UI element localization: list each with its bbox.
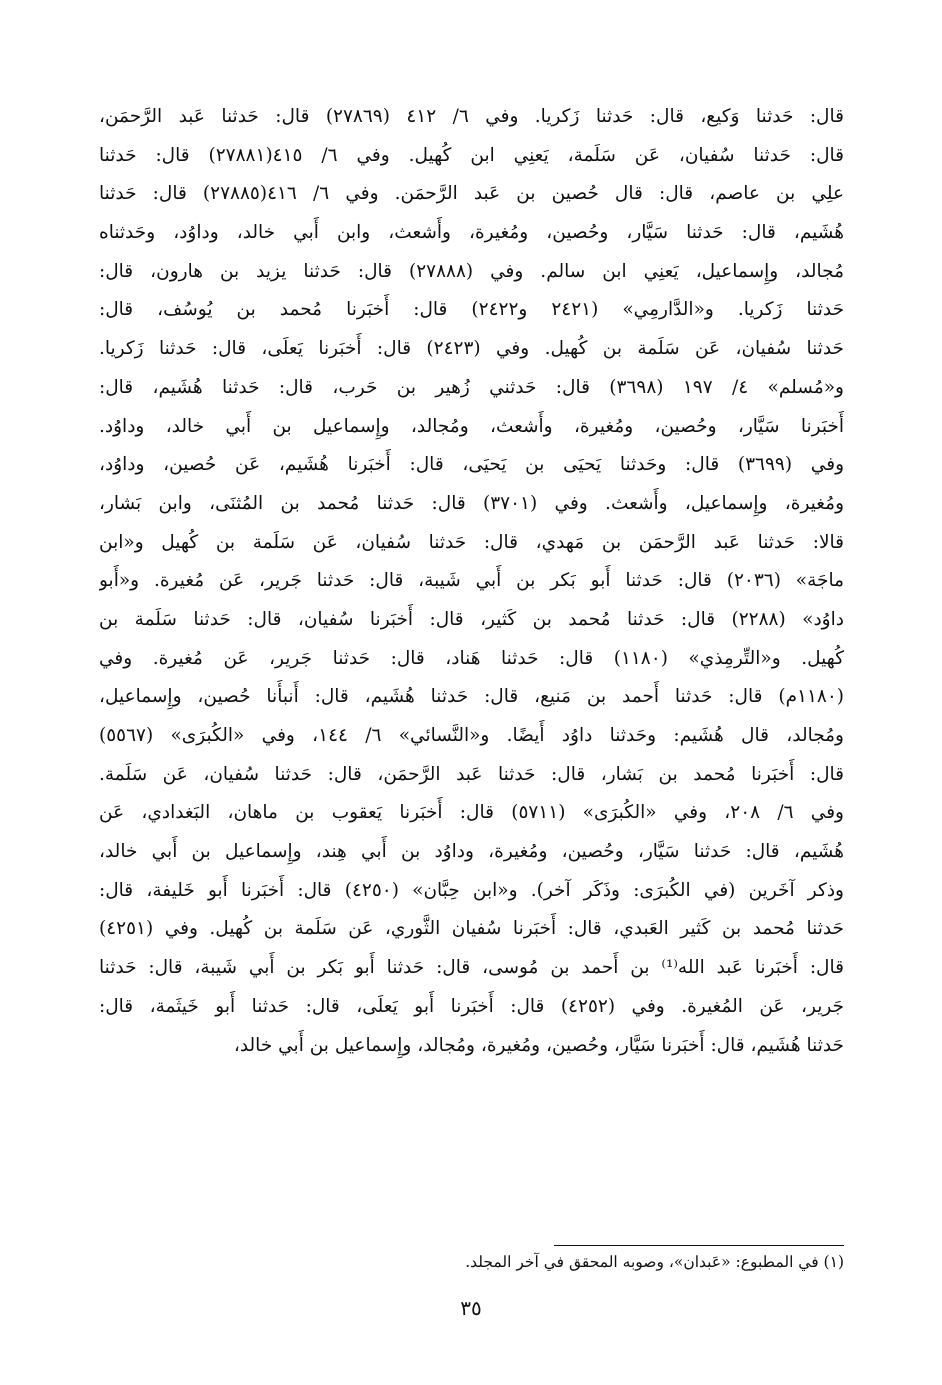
- text-line: هُشَيم، قال: حَدثنا سَيَّار، وحُصين، ومُغيرة، وأَشعث، وابن أَبي خالد، وداوُد، وحَدثناه: [99, 222, 844, 244]
- text-line: وفي ٦/ ٢٠٨، وفي «الكُبرَى» (٥٧١١) قال: أَخبَرنا يَعقوب بن ماهان، البَغدادي، عَن: [99, 802, 844, 824]
- text-line: قال: أَخبَرنا عَبد الله⁽¹⁾ بن أَحمد بن مُوسى، قال: حَدثنا أَبو بَكر بن أَبي شَيبة، قال: حَدثنا: [99, 957, 844, 979]
- text-line: و«مُسلم» ٤/ ١٩٧ (٣٦٩٨) قال: حَدثني زُهير بن حَرب، قال: حَدثنا هُشَيم، قال:: [99, 376, 844, 398]
- text-line: حَدثنا هُشَيم، قال: أَخبَرنا سَيَّار، وحُصين، ومُغيرة، ومُجالد، وإِسماعيل بن أَبي خالد،: [233, 1034, 844, 1056]
- text-line: قال: حَدثنا سُفيان، عَن سَلَمة، يَعنِي ابن كُهيل. وفي ٦/ ٤١٥(٢٧٨٨١) قال: حَدثنا: [99, 144, 844, 166]
- text-line: وفي (٣٦٩٩) قال: وحَدثنا يَحيَى بن يَحيَى، قال: أَخبَرنا هُشَيم، عَن حُصين، وداوُد،: [99, 454, 844, 476]
- text-line: حَدثنا مُحمد بن كَثير العَبدي، قال: أَخبَرنا سُفيان الثَّوري، عَن سَلَمة بن كُهيل. وفي (٤٢٥١): [99, 918, 844, 940]
- text-line: داوُد» (٢٢٨٨) قال: حَدثنا مُحمد بن كَثير، قال: أَخبَرنا سُفيان، قال: حَدثنا سَلَمة بن: [99, 608, 844, 630]
- text-line: جَرير، عَن المُغيرة. وفي (٤٢٥٢) قال: أَخبَرنا أَبو يَعلَى، قال: حَدثنا أَبو خَيثَمة، قال:: [99, 995, 844, 1017]
- text-line: قال: حَدثنا وَكيع، قال: حَدثنا زَكريا. وفي ٦/ ٤١٢ (٢٧٨٦٩) قال: حَدثنا عَبد الرَّحمَن،: [99, 106, 844, 127]
- footnote-separator: [554, 1245, 844, 1246]
- text-line: مُجالد، وإِسماعيل، يَعنِي ابن سالم. وفي (٢٧٨٨٨) قال: حَدثنا يزيد بن هارون، قال:: [99, 260, 844, 282]
- footnote: (١) في المطبوع: «عَبدان»، وصوبه المحقق في آخر المجلد.: [465, 1253, 844, 1271]
- text-line: علِي بن عاصم، قال: قال حُصين بن عَبد الرَّحمَن. وفي ٦/ ٤١٦(٢٧٨٨٥) قال: حَدثنا: [99, 183, 844, 205]
- text-line: وذكر آخَرين (في الكُبرَى: وذَكَر آخر). و«ابن حِبَّان» (٤٢٥٠) قال: أَخبَرنا أَبو خَليفة، قال:: [99, 879, 844, 901]
- text-line: كُهيل. و«التِّرمِذي» (١١٨٠) قال: حَدثنا هَناد، قال: حَدثنا جَرير، عَن مُغيرة. وفي: [99, 647, 844, 669]
- text-line: قال: أَخبَرنا مُحمد بن بَشار، قال: حَدثنا عَبد الرَّحمَن، قال: حَدثنا سُفيان، عَن سَلَمة.: [99, 763, 844, 785]
- text-line: هُشَيم، قال: حَدثنا سَيَّار، وحُصين، ومُغيرة، وداوُد بن أَبي هِند، وإِسماعيل بن أَبي خالد،: [99, 841, 844, 863]
- text-line: قالا: حَدثنا عَبد الرَّحمَن بن مَهدي، قال: حَدثنا سُفيان، عَن سَلَمة بن كُهيل و«ابن: [99, 531, 844, 553]
- text-line: ماجَة» (٢٠٣٦) قال: حَدثنا أَبو بَكر بن أَبي شَيبة، قال: حَدثنا جَرير، عَن مُغيرة. و«أَبو: [99, 570, 844, 592]
- text-line: ومُجالد، قال هُشَيم: وحَدثنا داوُد أَيضًا. و«النَّسائي» ٦/ ١٤٤، وفي «الكُبرَى» (٥٥٦٧): [99, 725, 844, 746]
- page-number: ٣٥: [460, 1296, 482, 1320]
- text-line: ومُغيرة، وإِسماعيل، وأَشعث. وفي (٣٧٠١) قال: حَدثنا مُحمد بن المُثنَى، وابن بَشار،: [99, 492, 844, 514]
- text-line: حَدثنا سُفيان، عَن سَلَمة بن كُهيل. وفي (٢٤٢٣) قال: أَخبَرنا يَعلَى، قال: حَدثنا زَكريا.: [99, 338, 844, 360]
- body-text: [99, 98, 844, 1065]
- text-line: حَدثنا زَكريا. و«الدَّارمِي» (٢٤٢١ و٢٤٢٢) قال: أَخبَرنا مُحمد بن يُوسُف، قال:: [99, 299, 844, 321]
- text-line: أَخبَرنا سَيَّار، وحُصين، ومُغيرة، وأَشعث، ومُجالد، وإِسماعيل بن أَبي خالد، وداوُد.: [99, 415, 844, 437]
- text-line: (١١٨٠م) قال: حَدثنا أَحمد بن مَنيع، قال: حَدثنا هُشَيم، قال: أَنبأَنا حُصين، وإِسماعيل،: [99, 686, 844, 708]
